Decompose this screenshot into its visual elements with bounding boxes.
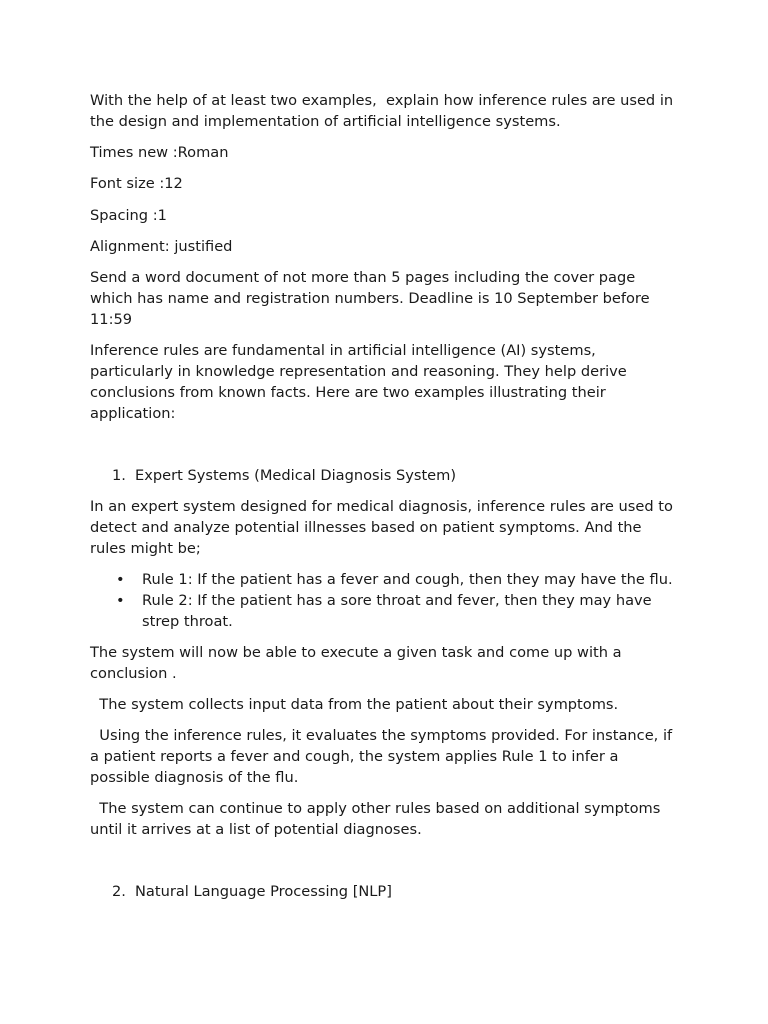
section-heading-expert-systems [90, 466, 680, 487]
submission-instructions: Send a word document of not more than 5 pages including the cover page which has name and registration numbers. Deadline is 10 September before 11:59 [90, 269, 655, 328]
bullet-icon: • [116, 591, 125, 609]
step-collect-input: The system collects input data from the patient about their symptoms. [90, 696, 619, 714]
format-alignment: Alignment: justified [90, 237, 233, 255]
rules-list [90, 570, 680, 632]
section-number: 2. [112, 883, 126, 901]
section-title: Expert Systems (Medical Diagnosis System) [135, 466, 457, 484]
conclusion-intro: The system will now be able to execute a given task and come up with a conclusion . [90, 643, 627, 682]
format-font: Times new :Roman [90, 144, 229, 162]
step-continue-rules: The system can continue to apply other rules based on additional symptoms until it arrives at a list of potential diagnoses. [90, 800, 665, 839]
section1-intro: In an expert system designed for medical diagnosis, inference rules are used to detect and analyze potential illnesses based on patient symptoms. And the rules might be; [90, 498, 678, 557]
list-item [90, 570, 680, 591]
intro-question: With the help of at least two examples, explain how inference rules are used in the design and implementation of artificial intelligence systems. [90, 92, 678, 130]
overview-paragraph: Inference rules are fundamental in artificial intelligence (AI) systems, particularly in knowledge representation and reasoning. They help derive conclusions from known facts. Here are two examples illustrating their application: [90, 342, 632, 422]
bullet-icon: • [116, 571, 125, 589]
spacer [90, 435, 680, 466]
spacer [90, 851, 680, 882]
section-title: Natural Language Processing [NLP] [135, 883, 392, 901]
format-size: Font size :12 [90, 175, 183, 193]
section-number: 1. [112, 466, 126, 484]
section-heading-nlp [90, 882, 680, 903]
rule-text: Rule 2: If the patient has a sore throat and fever, then they may have strep throat. [142, 591, 652, 630]
format-spacing: Spacing :1 [90, 206, 167, 224]
list-item [90, 591, 680, 633]
rule-text: Rule 1: If the patient has a fever and cough, then they may have the flu. [142, 571, 673, 589]
step-evaluate-symptoms: Using the inference rules, it evaluates the symptoms provided. For instance, if a patient reports a fever and cough, the system applies Rule 1 to infer a possible diagnosis of the flu. [90, 727, 677, 786]
document-page [90, 91, 680, 914]
